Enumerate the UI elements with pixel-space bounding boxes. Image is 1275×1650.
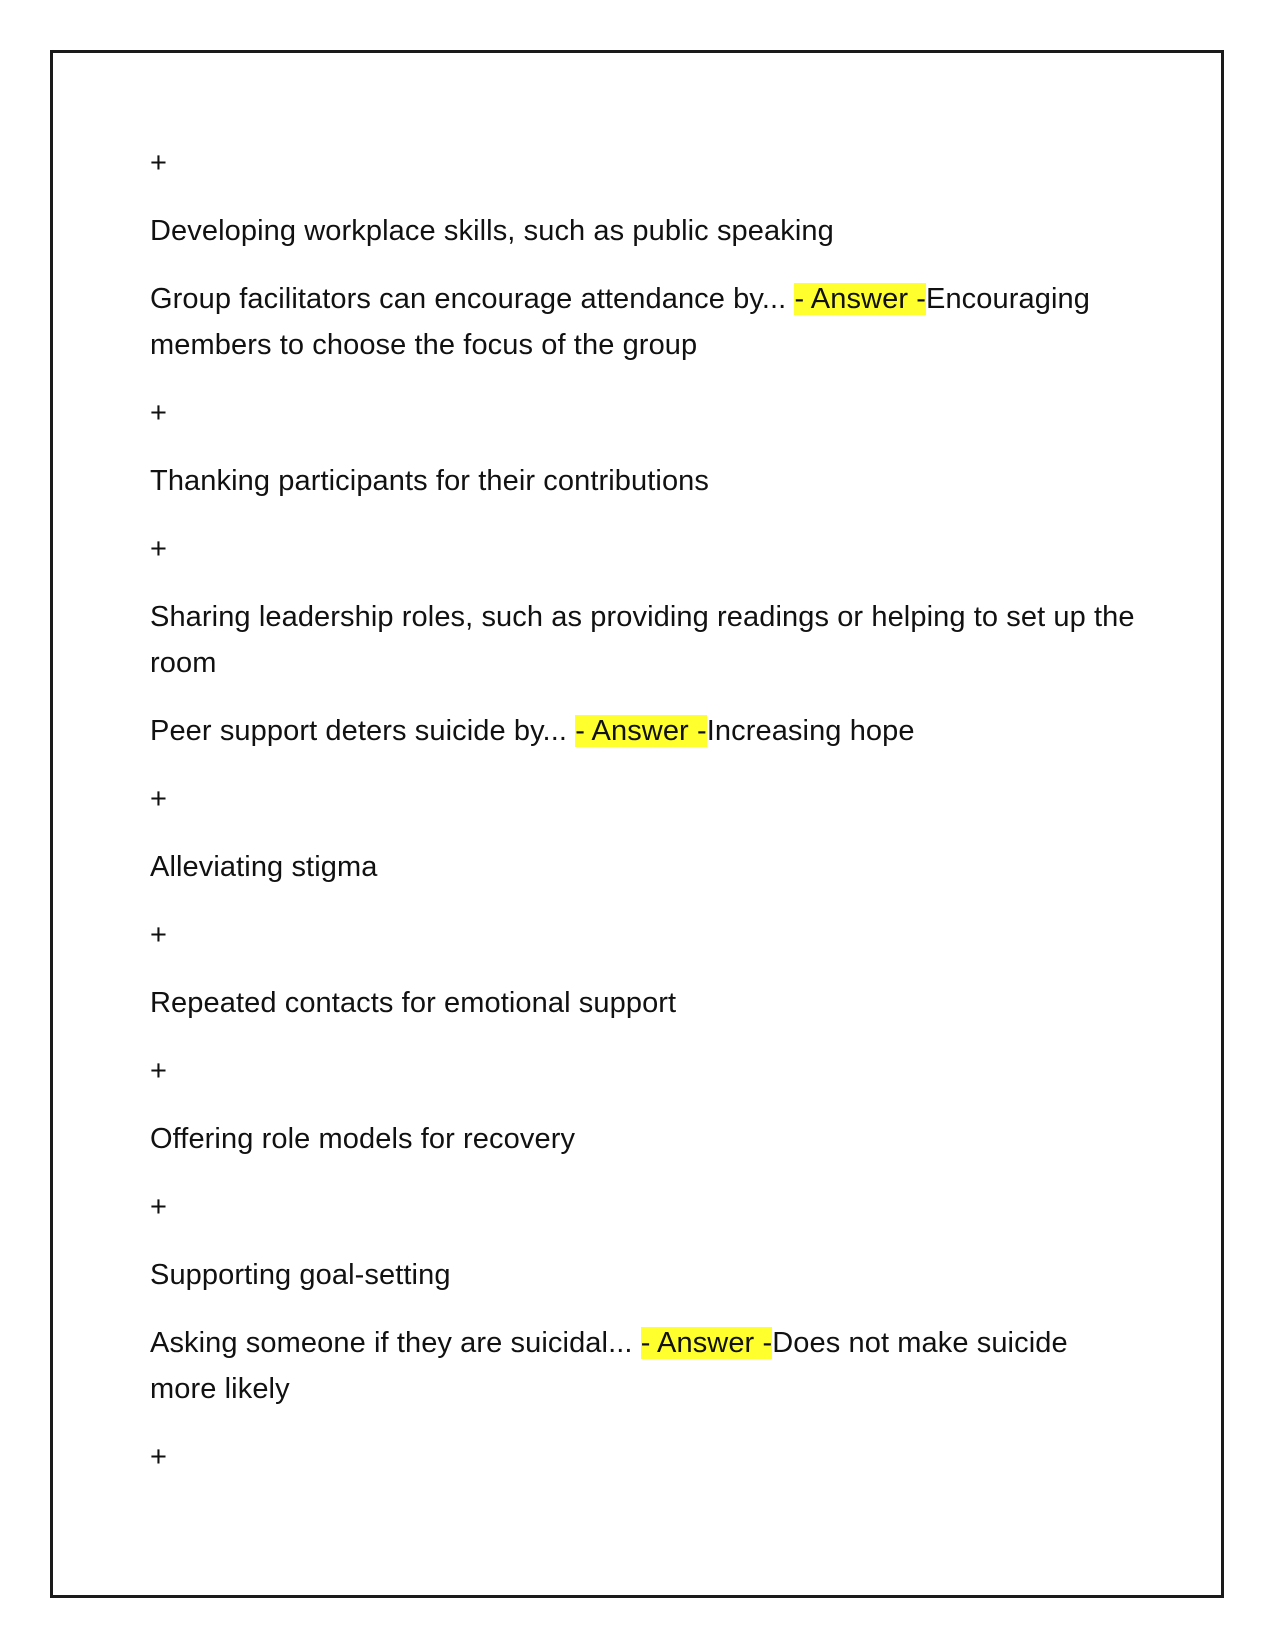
answer-marker: - Answer - bbox=[575, 715, 707, 747]
question-answer bbox=[150, 708, 1140, 754]
plus-separator: + bbox=[150, 533, 167, 565]
question-answer bbox=[150, 276, 1140, 368]
plus-separator: + bbox=[150, 1191, 167, 1223]
option-text: Supporting goal-setting bbox=[150, 1259, 451, 1291]
question-text: Asking someone if they are suicidal... bbox=[150, 1327, 641, 1359]
plus-separator: + bbox=[150, 1055, 167, 1087]
question-text: Peer support deters suicide by... bbox=[150, 715, 576, 747]
question-answer bbox=[150, 1320, 1140, 1412]
answer-marker: - Answer - bbox=[640, 1327, 773, 1359]
plus-separator: + bbox=[150, 783, 167, 815]
answer-text: Encouraging members to choose the focus of the group bbox=[150, 283, 1090, 361]
option-text: Repeated contacts for emotional support bbox=[150, 987, 677, 1019]
option-text: Offering role models for recovery bbox=[150, 1123, 576, 1155]
answer-text: Increasing hope bbox=[706, 715, 915, 747]
option-text: Alleviating stigma bbox=[150, 851, 378, 883]
plus-separator: + bbox=[150, 919, 167, 951]
document-body bbox=[150, 140, 1140, 1502]
plus-separator: + bbox=[150, 397, 167, 429]
plus-separator: + bbox=[150, 147, 167, 179]
answer-text: Does not make suicide more likely bbox=[150, 1327, 1068, 1405]
option-text: Developing workplace skills, such as public speaking bbox=[150, 215, 834, 247]
plus-separator: + bbox=[150, 1441, 167, 1473]
option-text: Sharing leadership roles, such as providing readings or helping to set up the room bbox=[150, 601, 1135, 679]
answer-marker: - Answer - bbox=[794, 283, 926, 315]
question-text: Group facilitators can encourage attendance by... bbox=[150, 283, 795, 315]
option-text: Thanking participants for their contributions bbox=[150, 465, 710, 497]
